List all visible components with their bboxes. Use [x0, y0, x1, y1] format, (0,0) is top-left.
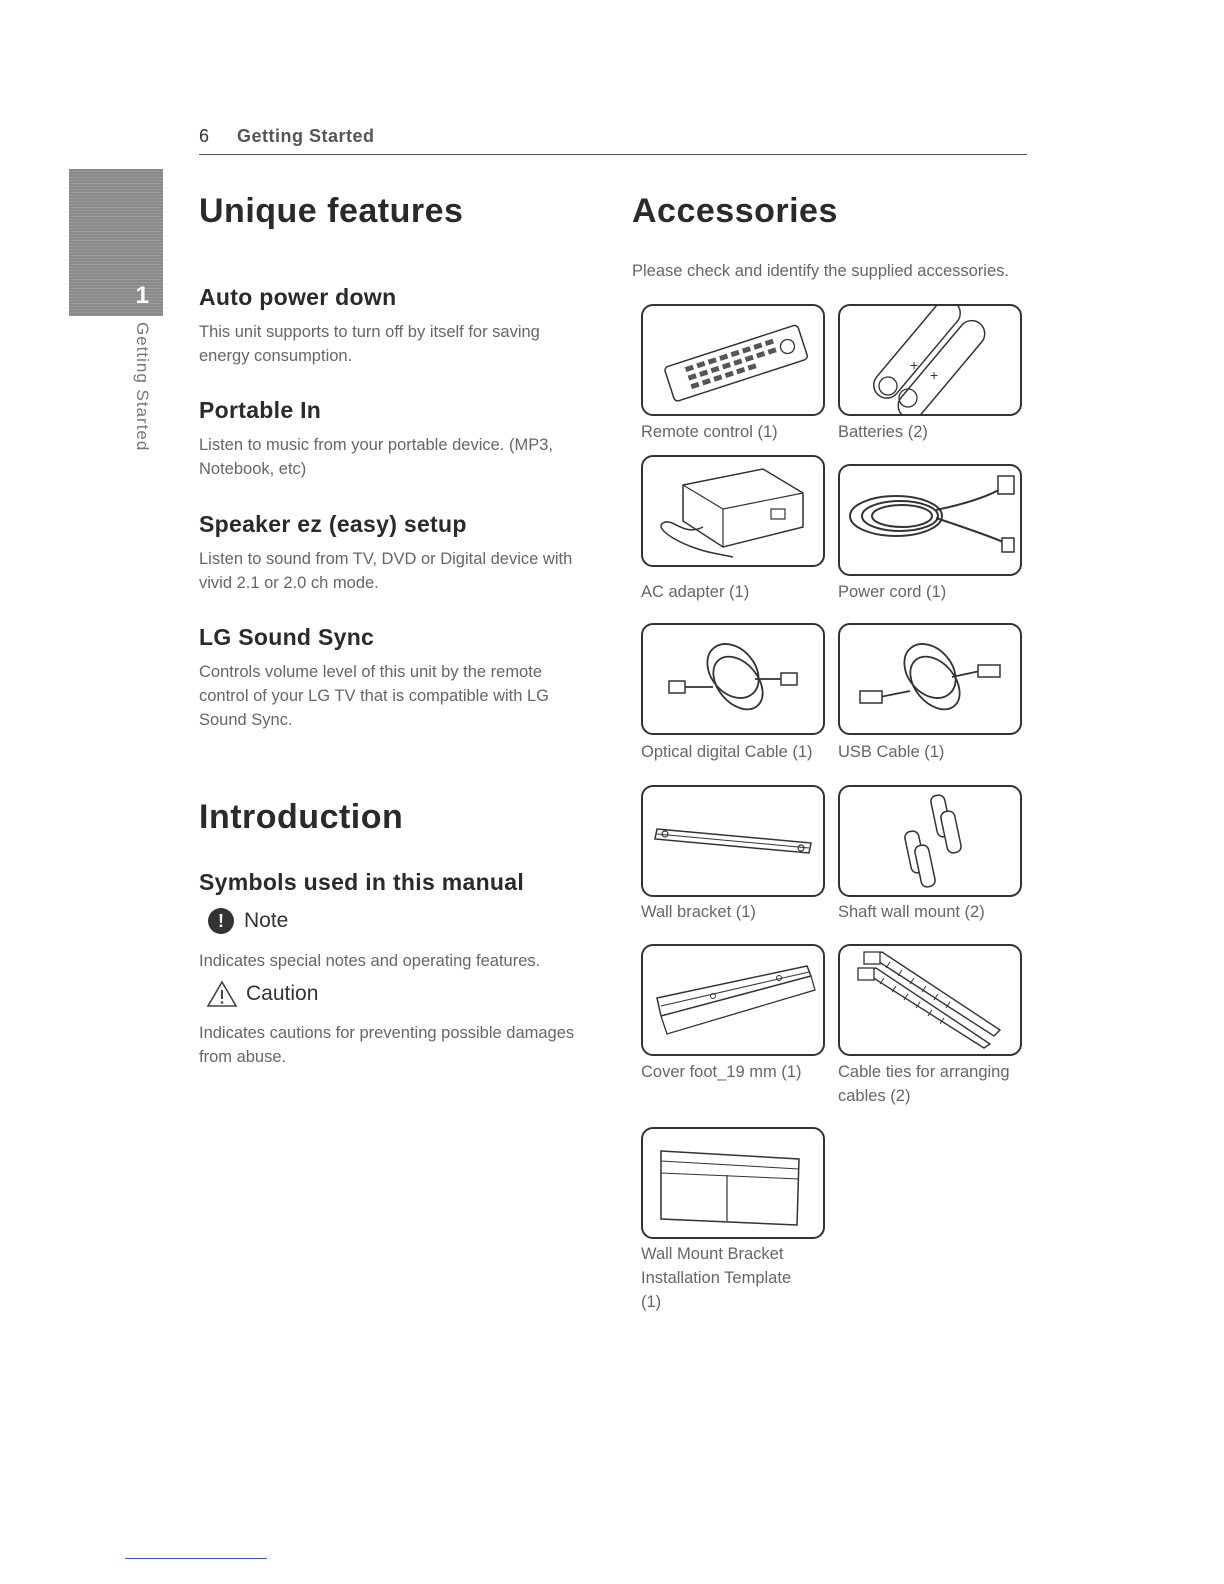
feature-text: Listen to music from your portable device. (MP3, Notebook, etc) — [199, 436, 553, 478]
svg-text:+: + — [910, 357, 919, 373]
remote-control-icon — [641, 304, 825, 416]
accessory-label: AC adapter (1) — [641, 583, 750, 601]
note-text: Indicates special notes and operating features. — [199, 952, 541, 970]
usb-cable-icon — [838, 623, 1022, 735]
feature-text: Controls volume level of this unit by the remote control of your LG TV that is compatible with LG Sound Sync. — [199, 663, 550, 729]
accessory-label: Cover foot_19 mm (1) — [641, 1063, 802, 1081]
unique-features-title: Unique features — [199, 192, 464, 230]
feature-heading: LG Sound Sync — [199, 624, 375, 650]
installation-template-icon — [641, 1127, 825, 1239]
caution-label: Caution — [246, 982, 319, 1005]
caution-icon — [206, 980, 238, 1008]
accessory-label: Cable ties for arranging cables (2) — [838, 1063, 1010, 1105]
power-cord-icon — [838, 464, 1022, 576]
accessory-label: Shaft wall mount (2) — [838, 903, 985, 921]
cable-ties-icon — [838, 944, 1022, 1056]
note-icon: ! — [208, 908, 234, 934]
accessories-title: Accessories — [632, 192, 838, 230]
chapter-side-label: Getting Started — [133, 322, 152, 452]
ac-adapter-icon — [641, 455, 825, 567]
svg-text:+: + — [930, 367, 939, 383]
page-header — [199, 124, 1027, 155]
shaft-wall-mount-icon — [838, 785, 1022, 897]
accessory-label: Remote control (1) — [641, 423, 778, 441]
accessory-label: Wall bracket (1) — [641, 903, 756, 921]
section-title: Getting Started — [237, 126, 375, 146]
feature-text: This unit supports to turn off by itself for saving energy consumption. — [199, 323, 540, 365]
accessory-label: Power cord (1) — [838, 583, 947, 601]
caution-symbol — [206, 980, 318, 1008]
accessory-label: Batteries (2) — [838, 423, 928, 441]
footer-rule — [125, 1558, 267, 1559]
batteries-icon — [838, 304, 1022, 416]
caution-text: Indicates cautions for preventing possible damages from abuse. — [199, 1024, 575, 1066]
chapter-number: 1 — [135, 282, 149, 309]
cover-foot-icon — [641, 944, 825, 1056]
feature-heading: Speaker ez (easy) setup — [199, 511, 467, 537]
feature-heading: Portable In — [199, 397, 322, 423]
accessory-label: Wall Mount Bracket Installation Template (1) — [641, 1245, 792, 1311]
accessory-label: Optical digital Cable (1) — [641, 743, 813, 761]
wall-bracket-icon — [641, 785, 825, 897]
feature-text: Listen to sound from TV, DVD or Digital device with vivid 2.1 or 2.0 ch mode. — [199, 550, 573, 592]
introduction-title: Introduction — [199, 798, 404, 836]
feature-heading: Auto power down — [199, 284, 397, 310]
chapter-tab — [69, 169, 163, 316]
note-symbol — [208, 908, 288, 934]
page-number: 6 — [199, 126, 210, 146]
optical-cable-icon — [641, 623, 825, 735]
accessory-label: USB Cable (1) — [838, 743, 945, 761]
symbols-subtitle: Symbols used in this manual — [199, 869, 525, 895]
note-label: Note — [244, 909, 289, 932]
accessories-intro: Please check and identify the supplied accessories. — [632, 262, 1009, 280]
